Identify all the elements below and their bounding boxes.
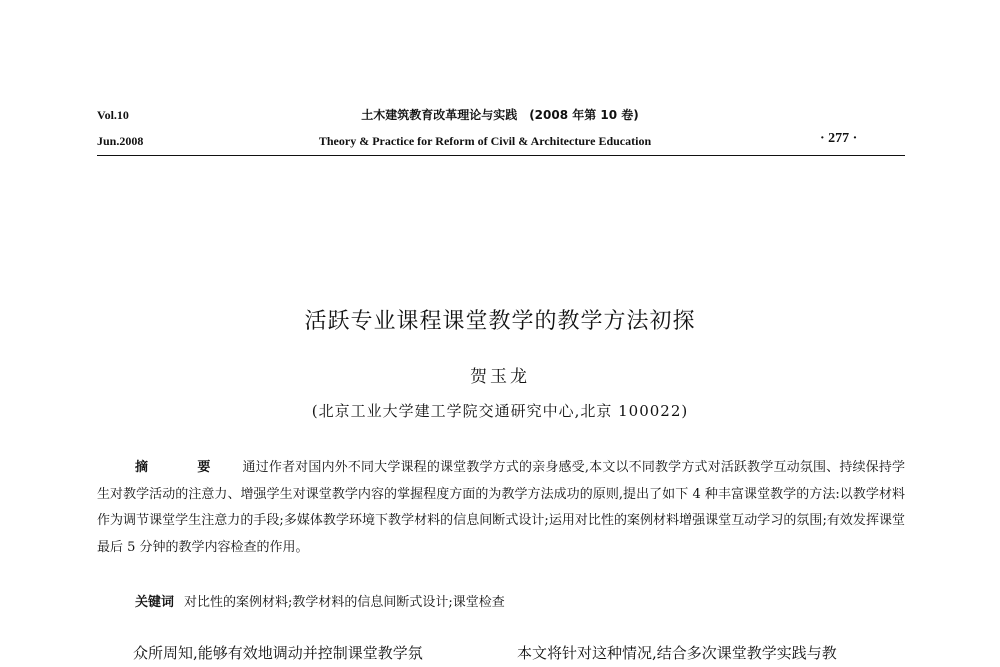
header-rule xyxy=(97,155,905,156)
keywords-line xyxy=(135,590,905,616)
author-affiliation: (北京工业大学建工学院交通研究中心,北京 100022) xyxy=(311,402,689,420)
abstract-paragraph xyxy=(97,455,905,561)
abstract-label: 摘 要 xyxy=(135,460,229,475)
page-number: · 277 · xyxy=(820,131,858,146)
keywords-text: 对比性的案例材料;教学材料的信息间断式设计;课堂检查 xyxy=(184,595,505,610)
body-right-column: 本文将针对这种情况,结合多次课堂教学实践与教 xyxy=(517,644,837,662)
keywords-label: 关键词 xyxy=(135,595,175,610)
issue-date: Jun.2008 xyxy=(97,134,144,148)
abstract-text: 通过作者对国内外不同大学课程的课堂教学方式的亲身感受,本文以不同教学方式对活跃教学互动氛围、持续保持学生对教学活动的注意力、增强学生对课堂教学内容的掌握程度方面的为教学方法成功的原则,提出了如下 4 种丰富课堂教学的方法:以教学材料作为调节课堂学生注意力的手段;多媒体教学环境下教学材料的信息间断式设计;运用对比性的案例材料增强课堂互动学习的氛围;有效发挥课堂最后 5 分钟的教学内容检查的作用。 xyxy=(97,460,905,555)
article-title: 活跃专业课程课堂教学的教学方法初探 xyxy=(304,309,696,334)
journal-title-chinese: 土木建筑教育改革理论与实践 (2008 年第 10 卷) xyxy=(361,108,639,122)
volume-label: Vol.10 xyxy=(97,108,129,122)
author-name: 贺玉龙 xyxy=(470,367,530,387)
journal-title-english: Theory & Practice for Reform of Civil & Architecture Education xyxy=(318,134,652,148)
body-left-column: 众所周知,能够有效地调动并控制课堂教学氛 xyxy=(133,644,423,662)
